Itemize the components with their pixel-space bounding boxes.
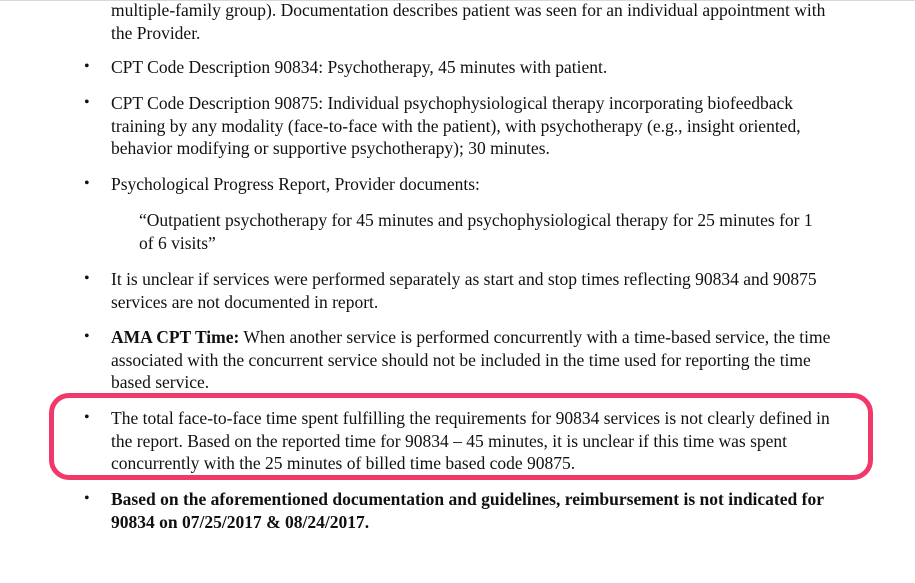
- highlight-annotation-box: [49, 393, 873, 480]
- bullet-marker: •: [84, 490, 90, 507]
- list-item-face-to-face-time: The total face-to-face time spent fulfilling the requirements for 90834 services is not clearly defined in the report. Based on the reported time for 90834 – 45 minutes, it is unclear if this time was spent concurrently with the 25 minutes of billed time based code 90875.: [111, 408, 830, 474]
- continuation-text: multiple-family group). Documentation describes patient was seen for an individual appointment with the Provider.: [111, 0, 826, 43]
- bullet-marker: •: [84, 270, 90, 287]
- ama-cpt-time-text: When another service is performed concurrently with a time-based service, the time associated with the concurrent service should not be included in the time used for reporting the time based service.: [111, 327, 831, 393]
- block-quote: “Outpatient psychotherapy for 45 minutes and psychophysiological therapy for 25 minutes for 1 of 6 visits”: [139, 210, 813, 253]
- ama-cpt-time-label: AMA CPT Time:: [111, 327, 240, 347]
- list-item-ama-cpt-time: [111, 326, 831, 394]
- list-item-cpt-90875: CPT Code Description 90875: Individual psychophysiological therapy incorporating biofeedback training by any modality (face-to-face with the patient), with psychotherapy (e.g., insight oriented, behavior modifying or supportive psychotherapy); 30 minutes.: [111, 93, 801, 159]
- bullet-marker: •: [84, 328, 90, 345]
- list-item-conclusion: Based on the aforementioned documentation and guidelines, reimbursement is not indicated for 90834 on 07/25/2017 & 08/24/2017.: [111, 489, 824, 532]
- list-item-progress-report: Psychological Progress Report, Provider documents:: [111, 174, 480, 194]
- bullet-marker: •: [84, 175, 90, 192]
- list-item-cpt-90834: CPT Code Description 90834: Psychotherapy, 45 minutes with patient.: [111, 57, 608, 77]
- list-item-unclear-services: It is unclear if services were performed separately as start and stop times reflecting 90834 and 90875 services are not documented in report.: [111, 269, 817, 312]
- bullet-marker: •: [84, 58, 90, 75]
- bullet-marker: •: [84, 94, 90, 111]
- bullet-marker: •: [84, 409, 90, 426]
